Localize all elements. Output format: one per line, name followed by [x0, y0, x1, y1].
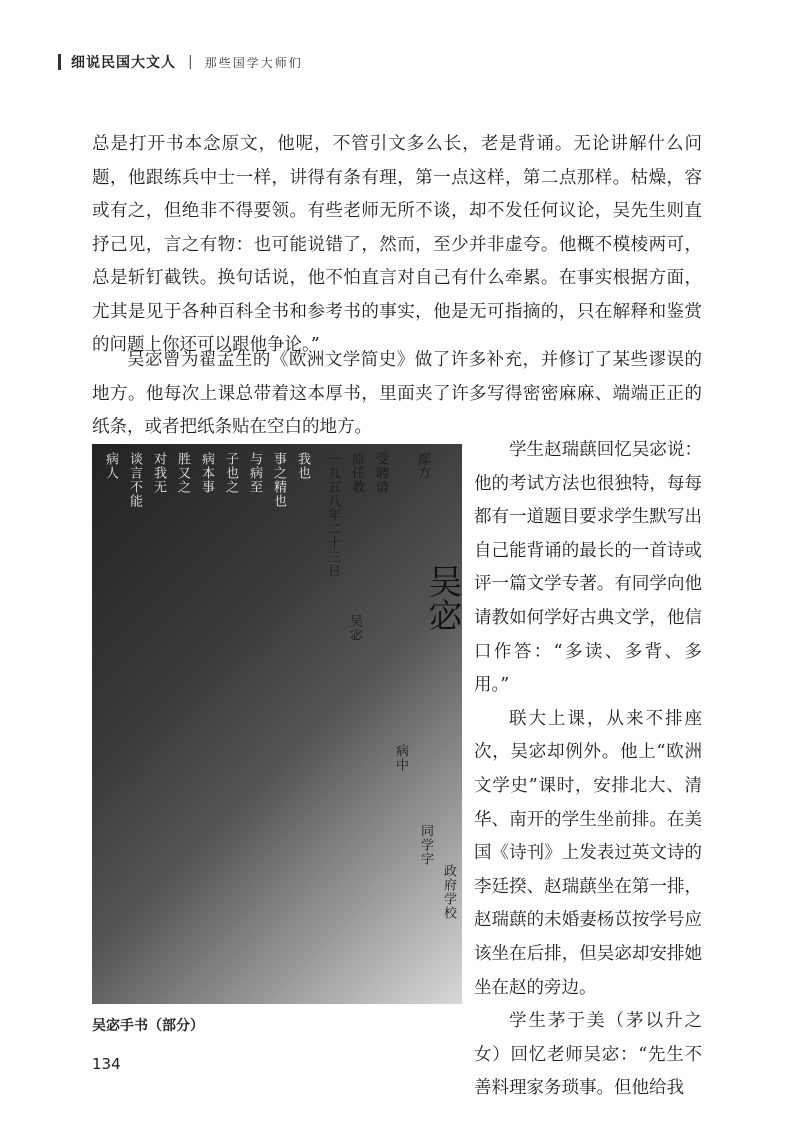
manuscript-column: 病中 — [393, 744, 408, 772]
manuscript-column: 政府学校 — [441, 864, 456, 920]
side-paragraph-1: 学生赵瑞蕻回忆吴宓说：他的考试方法也很独特，每每都有一道题目要求学生默写出自己能背诵的最长的一首诗或评一篇文学专著。有同学向他请教如何学好古典文学，他信口作答：“多读、多背、多用。” — [474, 440, 702, 696]
manuscript-photo — [92, 444, 462, 1004]
manuscript-column: 一九五八年二十三日 — [325, 452, 340, 578]
side-paragraph-3: 学生茅于美（茅以升之女）回忆老师吴宓：“先生不善料理家务琐事。但他给我 — [474, 1011, 702, 1099]
manuscript-column: 谈言不能 — [127, 452, 142, 508]
manuscript-column: 原任教 — [349, 452, 364, 494]
page-number: 134 — [92, 1055, 121, 1073]
body-paragraph-1: 总是打开书本念原文，他呢，不管引文多么长，老是背诵。无论讲解什么问题，他跟练兵中士一样，讲得有条有理，第一点这样，第二点那样。枯燥，容或有之，但绝非不得要领。有些老师无所不谈，却不发任何议论，吴先生则直抒己见，言之有物：也可能说错了，然而，至少并非虚夸。他概不模棱两可，总是斩钉截铁。换句话说，他不怕直言对自己有什么牵累。在事实根据方面，尤其是见于各种百科全书和参考书的事实，他是无可指摘的，只在解释和鉴赏的问题上你还可以跟他争论。” — [92, 134, 702, 355]
figure-caption: 吴宓手书（部分） — [92, 1018, 204, 1034]
manuscript-column: 病人 — [103, 452, 118, 480]
header-bar — [58, 54, 61, 70]
manuscript-column: 事之精也 — [271, 452, 286, 508]
side-text-column — [474, 434, 702, 1106]
manuscript-column: 吴宓 — [347, 614, 362, 642]
manuscript-column: 子也之 — [223, 452, 238, 494]
manuscript-column: 鄢方 — [415, 452, 430, 480]
body-paragraph-2: 吴宓曾为翟孟生的《欧洲文学简史》做了许多补充，并修订了某些谬误的地方。他每次上课总带着这本厚书，里面夹了许多写得密密麻麻、端端正正的纸条，或者把纸条贴在空白的地方。 — [92, 350, 702, 437]
manuscript-column: 同学字 — [418, 824, 433, 866]
manuscript-column: 与病至 — [247, 452, 262, 494]
section-title: 那些国学大师们 — [204, 55, 303, 70]
manuscript-column: 我也 — [295, 452, 310, 480]
manuscript-column: 受聘请 — [373, 452, 388, 494]
manuscript-column: 对我无 — [151, 452, 166, 494]
header-separator: | — [188, 54, 193, 70]
manuscript-column: 病本事 — [199, 452, 214, 494]
manuscript-column: 胜又之 — [175, 452, 190, 494]
running-header — [58, 52, 303, 72]
book-title: 细说民国大文人 — [71, 55, 176, 71]
manuscript-signature: 吴宓 — [422, 564, 462, 632]
side-paragraph-2: 联大上课，从来不排座次，吴宓却例外。他上“欧洲文学史”课时，安排北大、清华、南开的学生坐前排。在美国《诗刊》上发表过英文诗的李廷揆、赵瑞蕻坐在第一排，赵瑞蕻的未婚妻杨苡按学号应该坐在后排，但吴宓却安排她坐在赵的旁边。 — [474, 708, 702, 998]
